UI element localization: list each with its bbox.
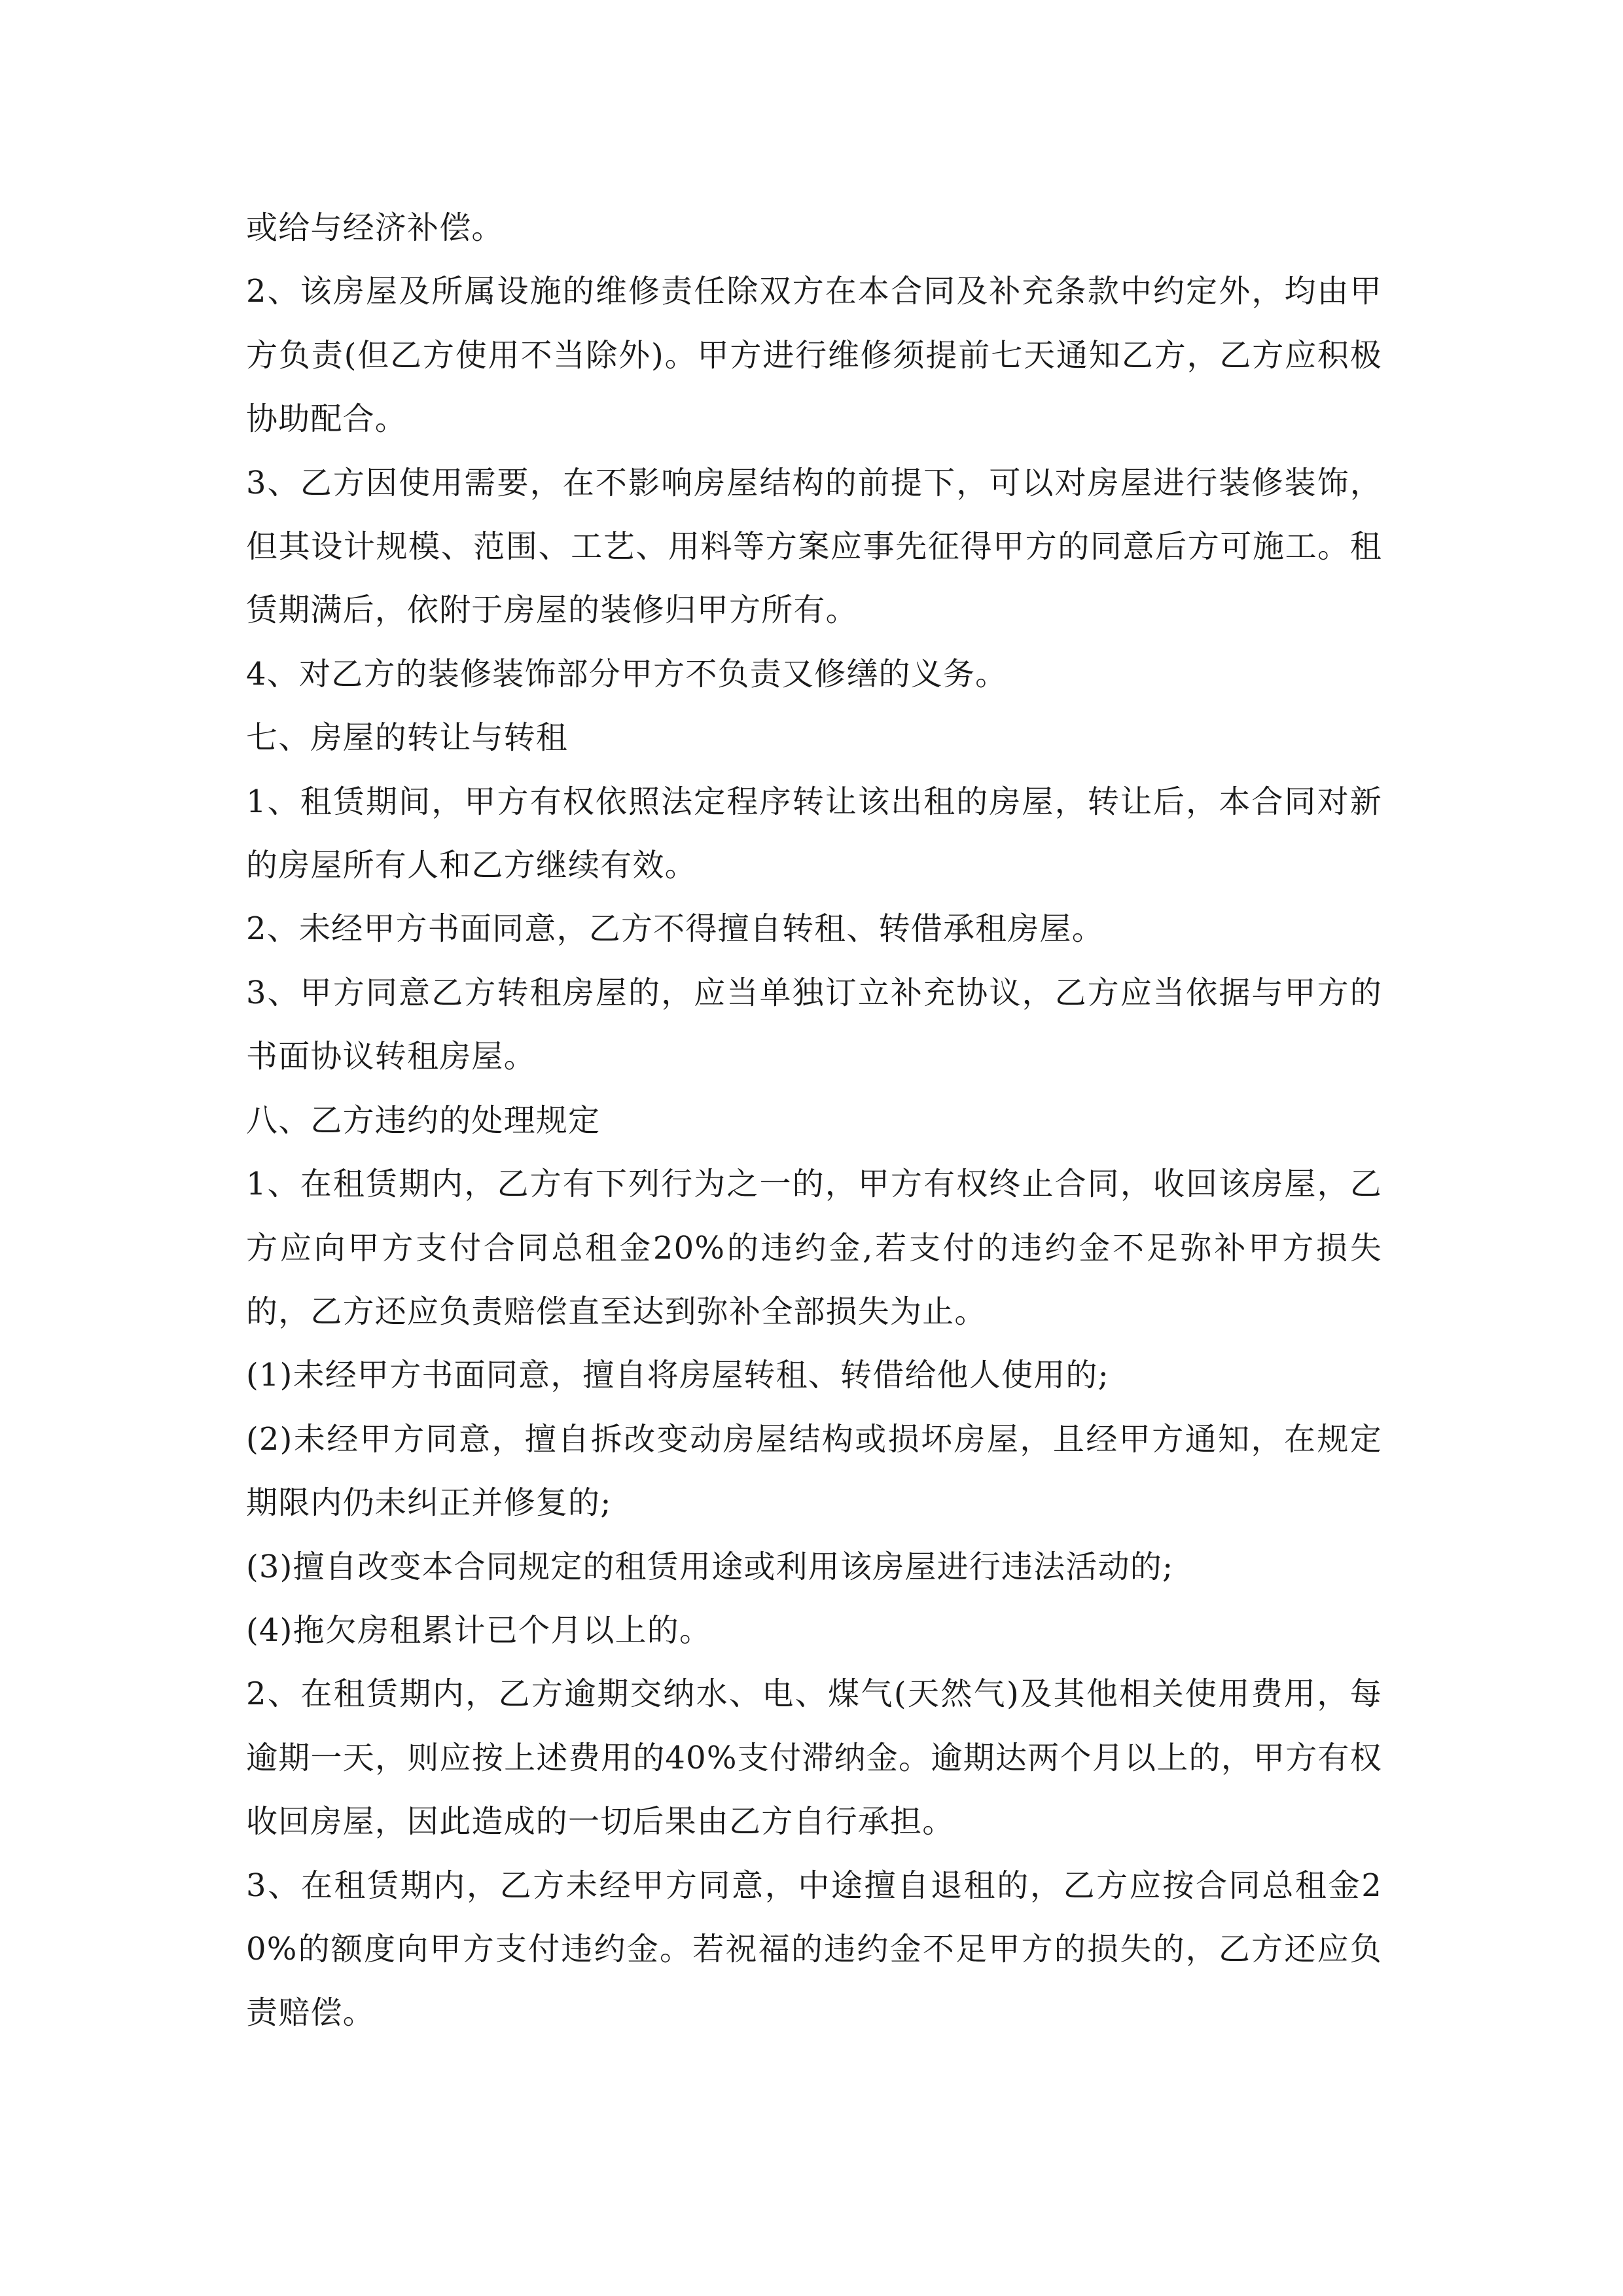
paragraph-early-termination: 3、在租赁期内，乙方未经甲方同意，中途擅自退租的，乙方应按合同总租金20%的额度向甲方支付违约金。若祝福的违约金不足甲方的损失的，乙方还应负责赔偿。 (246, 1867, 1382, 2032)
list-item-breach-3: (3)擅自改变本合同规定的租赁用途或利用该房屋进行违法活动的; (246, 1548, 1174, 1585)
list-item-breach-4: (4)拖欠房租累计已个月以上的。 (246, 1611, 712, 1649)
paragraph-decoration: 3、乙方因使用需要，在不影响房屋结构的前提下，可以对房屋进行装修装饰，但其设计规模、范围、工艺、用料等方案应事先征得甲方的同意后方可施工。租赁期满后，依附于房屋的装修归甲方所有。 (246, 464, 1382, 629)
paragraph-transfer: 1、租赁期间，甲方有权依照法定程序转让该出租的房屋，转让后，本合同对新的房屋所有人和乙方继续有效。 (246, 783, 1382, 884)
list-item-breach-2: (2)未经甲方同意，擅自拆改变动房屋结构或损坏房屋，且经甲方通知，在规定期限内仍未纠正并修复的; (246, 1420, 1382, 1522)
paragraph-breach-termination: 1、在租赁期内，乙方有下列行为之一的，甲方有权终止合同，收回该房屋，乙方应向甲方支付合同总租金20%的违约金,若支付的违约金不足弥补甲方损失的，乙方还应负责赔偿直至达到弥补全部损失为止。 (246, 1166, 1382, 1330)
section-heading-transfer-sublease: 七、房屋的转让与转租 (246, 719, 569, 757)
contract-body (246, 196, 1382, 2045)
paragraph-no-sublease: 2、未经甲方书面同意，乙方不得擅自转租、转借承租房屋。 (246, 910, 1104, 948)
paragraph-sublease-agreement: 3、甲方同意乙方转租房屋的，应当单独订立补充协议，乙方应当依据与甲方的书面协议转租房屋。 (246, 974, 1382, 1075)
list-item-breach-1: (1)未经甲方书面同意，擅自将房屋转租、转借给他人使用的; (246, 1357, 1109, 1394)
paragraph-repair-responsibility: 2、该房屋及所属设施的维修责任除双方在本合同及补充条款中约定外，均由甲方负责(但乙方使用不当除外)。甲方进行维修须提前七天通知乙方，乙方应积极协助配合。 (246, 273, 1382, 438)
paragraph-late-fees: 2、在租赁期内，乙方逾期交纳水、电、煤气(天然气)及其他相关使用费用，每逾期一天，则应按上述费用的40%支付滞纳金。逾期达两个月以上的，甲方有权收回房屋，因此造成的一切后果由乙方自行承担。 (246, 1676, 1382, 1840)
paragraph-decoration-repair: 4、对乙方的装修装饰部分甲方不负责又修缮的义务。 (246, 655, 1008, 692)
paragraph-compensation-tail: 或给与经济补偿。 (246, 209, 504, 246)
section-heading-breach: 八、乙方违约的处理规定 (246, 1102, 601, 1139)
